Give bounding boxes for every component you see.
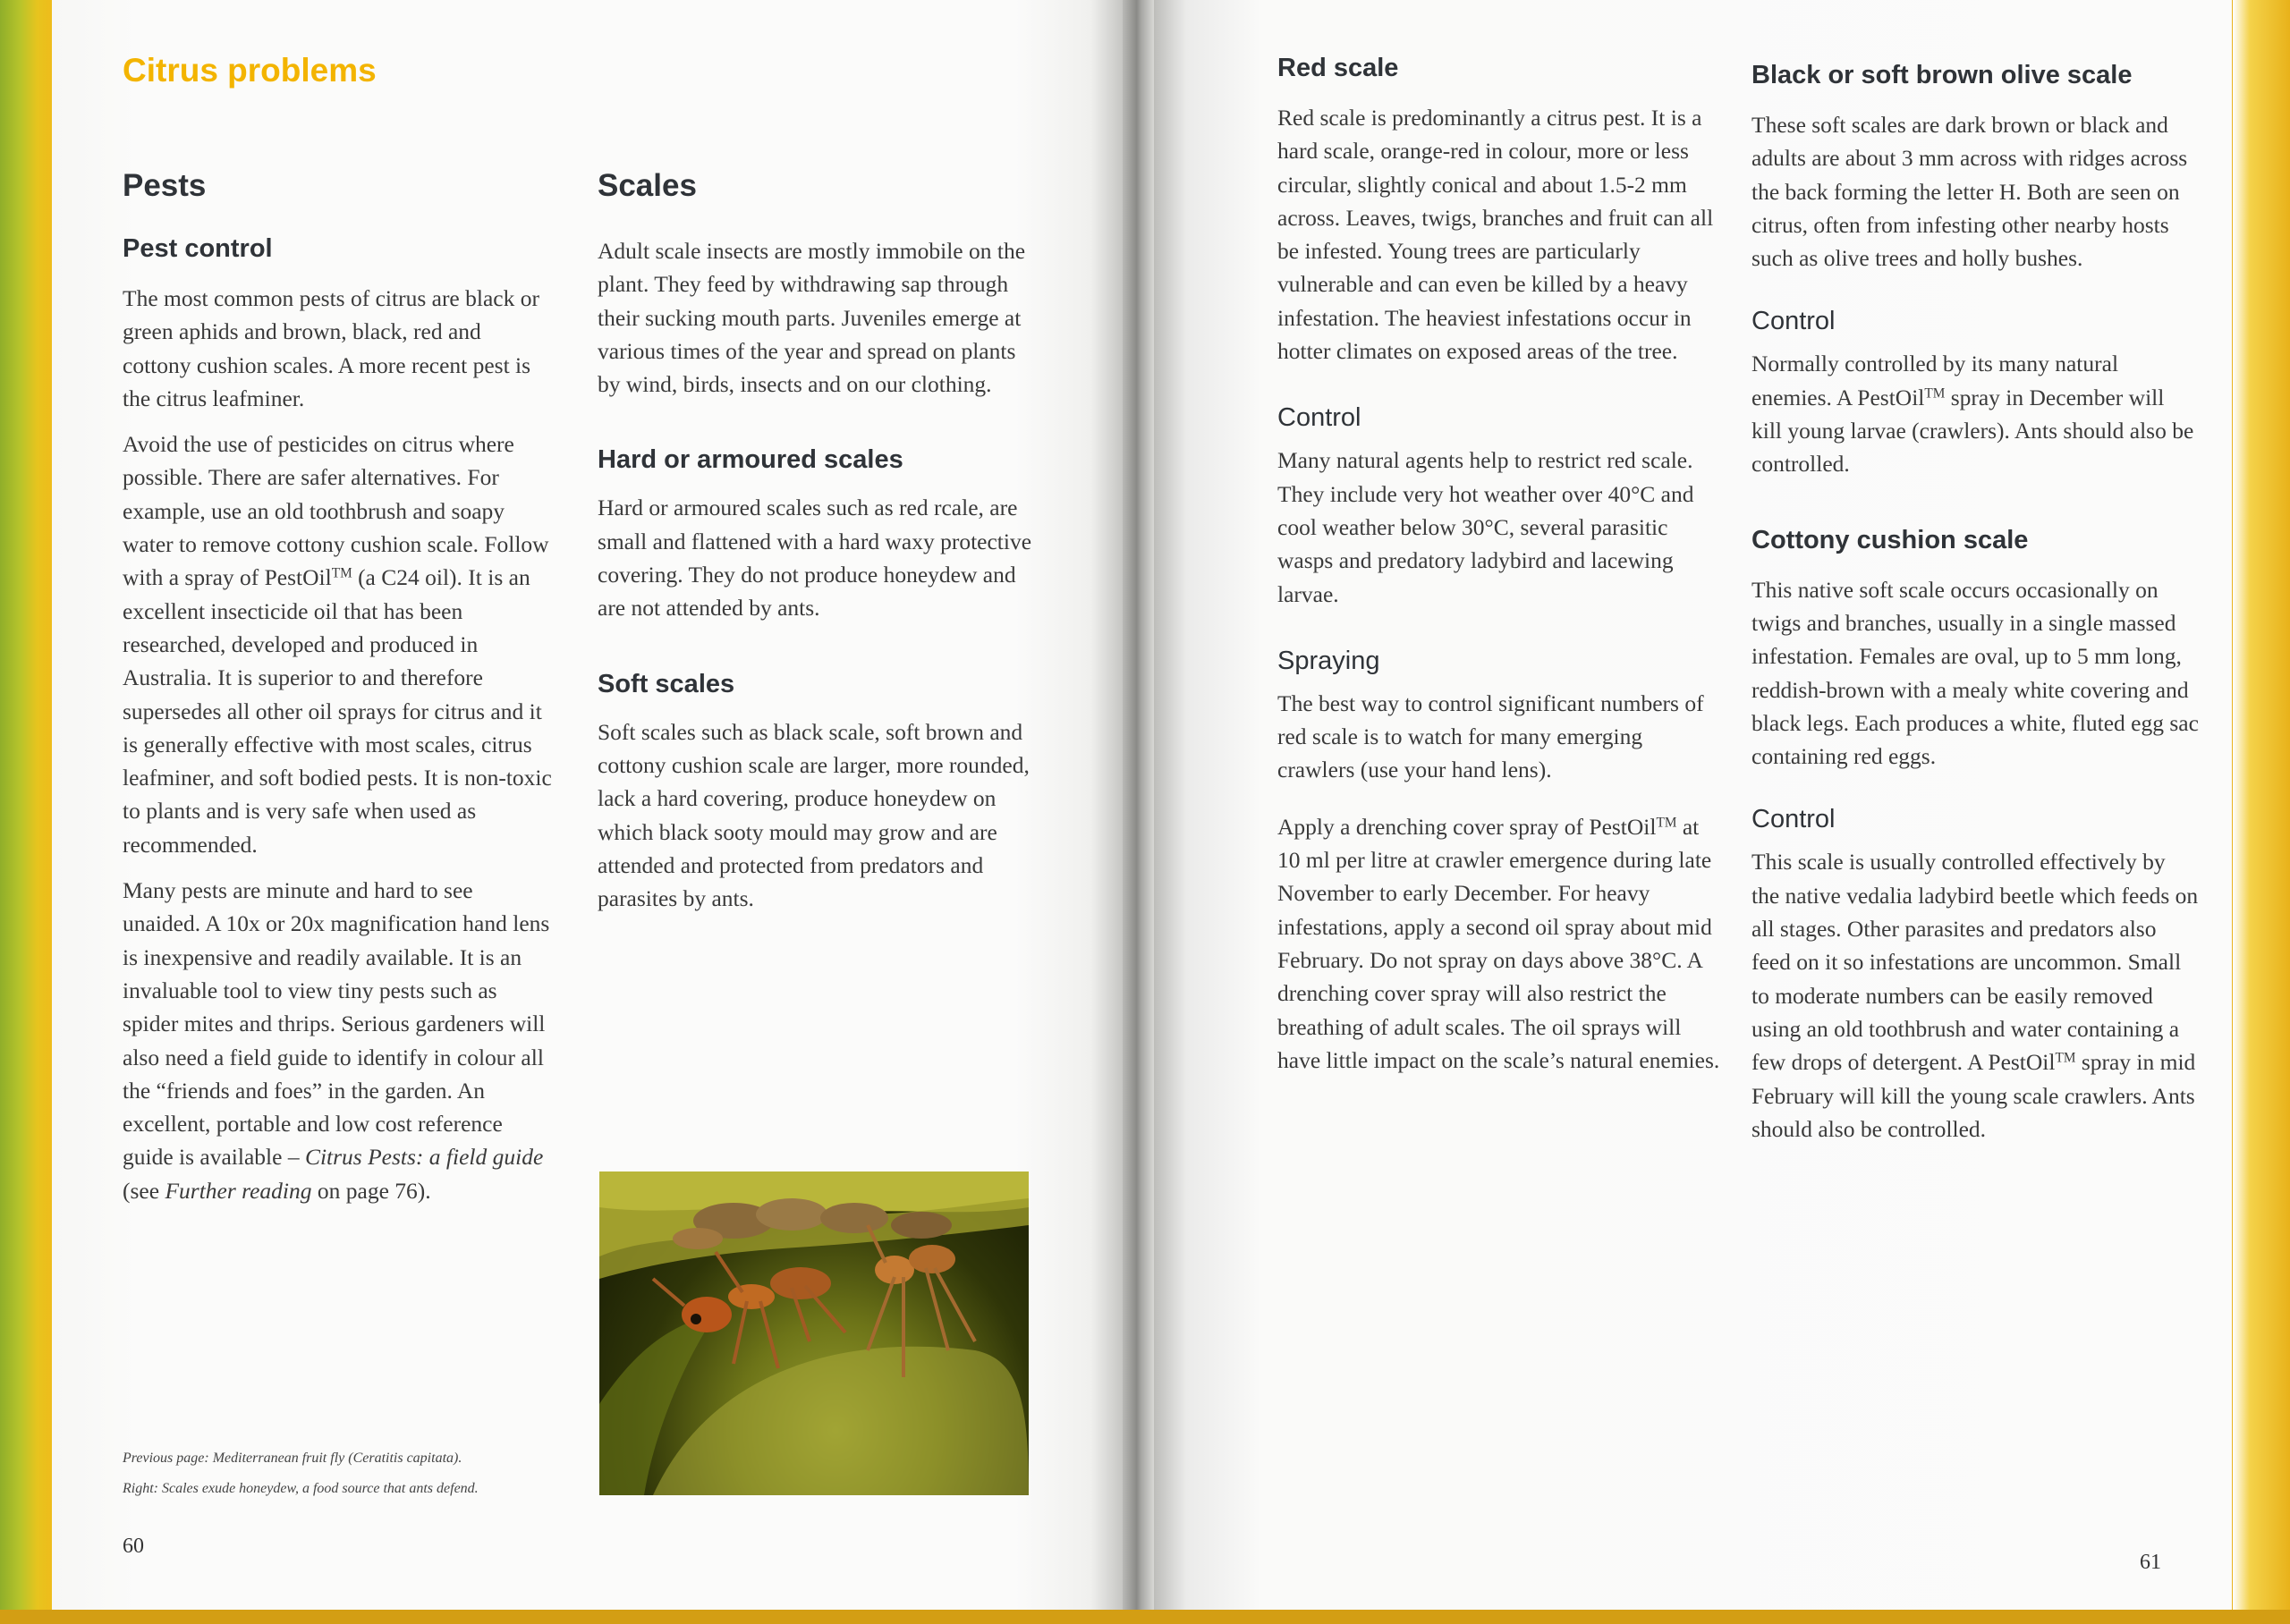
pests-paragraph-3-part-c: on page 76). (311, 1177, 431, 1204)
olive-scale-control-text (1751, 347, 2199, 480)
hard-scales-heading: Hard or armoured scales (598, 445, 903, 475)
hard-scales-text: Hard or armoured scales such as red rcale, are small and flattened with a hard waxy protective covering. They do not produce honeydew and are not attended by ants. (598, 495, 1032, 622)
photo-captions (123, 1443, 588, 1504)
spraying-text-2 (1277, 810, 1725, 1077)
olive-cottony-column (1751, 61, 2199, 1146)
page-number-left: 60 (123, 1535, 144, 1558)
olive-scale-control-heading: Control (1751, 307, 1836, 336)
pests-heading: Pests (123, 168, 207, 203)
pests-paragraph-3-part-a: Many pests are minute and hard to see unaided. A 10x or 20x magnification hand lens is inexpensive and readily available. It is an invaluable tool to view tiny pests such as spider mites and thrips. Serious gardeners will also need a field guide to identify in colour all the “friends and foes” in the garden. An excellent, portable and low cost reference guide is available – (123, 877, 550, 1171)
olive-control-part-b: spray in December will kill young larvae (crawlers). Ants should also be controlled. (1751, 384, 2194, 478)
section-title: Citrus problems (123, 52, 377, 89)
pests-paragraph-2-part-b: (a C24 oil). It is an excellent insecticide oil that has been researched, developed and produced in Australia. It is superior to and therefore supersedes all other oil sprays for citrus and it is generally effective with most scales, citrus leafminer, and soft bodied pests. It is non-toxic to plants and is very safe when used as recommended. (123, 564, 552, 858)
olive-scale-heading: Black or soft brown olive scale (1751, 61, 2133, 89)
soft-scales-heading: Soft scales (598, 669, 735, 698)
caption-previous-page: Previous page: Mediterranean fruit fly (Ceratitis capitata). (123, 1451, 462, 1466)
trademark-symbol: TM (331, 565, 352, 581)
book-edge-left (0, 0, 57, 1624)
book-gutter (1123, 0, 1154, 1610)
pests-paragraph-2-part-a: Avoid the use of pesticides on citrus where possible. There are safer alternatives. For example, use an old toothbrush and soapy water to remove cottony cushion scale. Follow with a spray of PestOil (123, 431, 549, 591)
olive-control-part-a: Normally controlled by its many natural enemies. A PestOil (1751, 351, 2119, 410)
red-scale-control-text: Many natural agents help to restrict red scale. They include very hot weather over 40°C and cool weather below 30°C, several parasitic wasps and predatory ladybird and lacewing larvae. (1277, 447, 1694, 607)
cottony-scale-text: This native soft scale occurs occasionally on twigs and branches, usually in a single massed infestation. Females are oval, up to 5 mm long, reddish-brown with a mealy white covering and black legs. Each produces a white, fluted egg sac containing red eggs. (1751, 576, 2199, 770)
red-scale-column (1277, 54, 1725, 1077)
book-bottom-edge (0, 1610, 2290, 1624)
trademark-symbol: TM (1924, 385, 1946, 402)
cottony-scale-control-heading: Control (1751, 805, 1836, 834)
scales-column (598, 168, 1034, 915)
olive-scale-text: These soft scales are dark brown or black and adults are about 3 mm across with ridges across the back forming the letter H. Both are seen on citrus, often from infesting other nearby hosts such as olive trees and holly bushes. (1751, 112, 2188, 272)
trademark-symbol: TM (1656, 815, 1677, 831)
spraying-heading: Spraying (1277, 646, 1380, 675)
red-scale-control-heading: Control (1277, 403, 1361, 433)
pests-paragraph-2 (123, 427, 552, 861)
red-scale-heading: Red scale (1277, 54, 1399, 82)
cottony-scale-control-text (1751, 845, 2199, 1146)
ant-scale-photo-illustration (599, 1171, 1029, 1495)
red-scale-text: Red scale is predominantly a citrus pest. It is a hard scale, orange-red in colour, more or less circular, slightly conical and about 1.5-2 mm across. Leaves, twigs, branches and fruit can all be infested. Young trees are particularly vulnerable and can even be killed by a heavy infestation. The heaviest infestations occur in hotter climates on exposed areas of the tree. (1277, 105, 1714, 365)
pests-paragraph-3 (123, 874, 552, 1207)
cottony-control-part-b: spray in mid February will kill the young scale crawlers. Ants should also be controlled. (1751, 1049, 2196, 1142)
cottony-control-part-a: This scale is usually controlled effectively by the native vedalia ladybird beetle which feeds on all stages. Other parasites and predators also feed on it so infestations are uncommon. Small to moderate numbers can be easily removed using an old toothbrush and water containing a few drops of detergent. A PestOil (1751, 849, 2199, 1076)
ant-scale-photo (599, 1171, 1029, 1495)
scales-intro: Adult scale insects are mostly immobile on the plant. They feed by withdrawing sap through their sucking mouth parts. Juveniles emerge at various times of the year and spread on plants by wind, birds, insects and on our clothing. (598, 238, 1026, 398)
cottony-scale-heading: Cottony cushion scale (1751, 525, 2029, 554)
further-reading-reference: Further reading (165, 1177, 312, 1204)
pests-paragraph-1: The most common pests of citrus are black or green aphids and brown, black, red and cottony cushion scales. A more recent pest is the citrus leafminer. (123, 285, 539, 411)
pest-control-heading: Pest control (123, 234, 273, 263)
spraying-text-1: The best way to control significant numbers of red scale is to watch for many emerging crawlers (use your hand lens). (1277, 689, 1704, 783)
trademark-symbol: TM (2055, 1050, 2076, 1066)
page-number-right: 61 (2140, 1551, 2161, 1574)
spraying-text-2-part-b: at 10 ml per litre at crawler emergence during late November to early December. For heavy infestations, apply a second oil spray about mid February. Do not spray on days above 38°C. A drenching cover spray will also restrict the breathing of adult scales. The oil sprays will have little impact on the scale’s natural enemies. (1277, 813, 1720, 1073)
scales-heading: Scales (598, 168, 697, 203)
caption-right: Right: Scales exude honeydew, a food source that ants defend. (123, 1481, 479, 1496)
book-edge-right (2233, 0, 2290, 1624)
pests-paragraph-3-part-b: (see (123, 1177, 165, 1204)
pests-column (123, 168, 552, 1207)
spraying-text-2-part-a: Apply a drenching cover spray of PestOil (1277, 813, 1657, 840)
book-title-reference: Citrus Pests: a field guide (304, 1144, 544, 1171)
soft-scales-text: Soft scales such as black scale, soft brown and cottony cushion scale are larger, more rounded, lack a hard covering, produce honeydew on which black sooty mould may grow and are attended and protected from predators and parasites by ants. (598, 718, 1030, 912)
